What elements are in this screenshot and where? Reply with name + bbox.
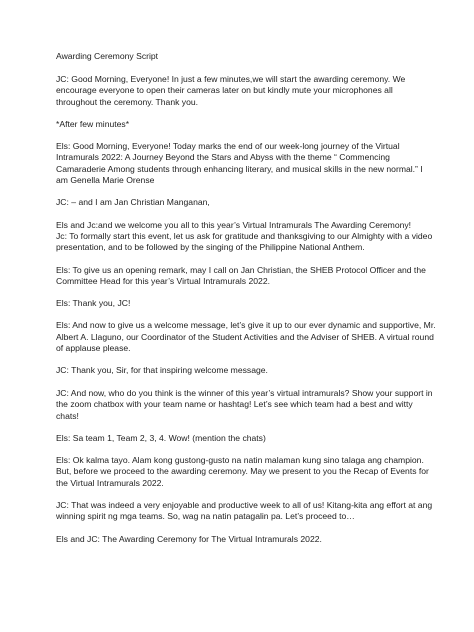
paragraph-team-chats: Els: Sa team 1, Team 2, 3, 4. Wow! (mention the chats) [56, 432, 266, 443]
paragraph-opening-remark: Els: To give us an opening remark, may I call on Jan Christian, the SHEB Protocol Officer and the Committee Head for this year’s Virtual Intramurals 2022. [56, 264, 426, 287]
paragraph-jc-intro: JC: – and I am Jan Christian Manganan, [56, 197, 210, 208]
paragraph-closing: Els and JC: The Awarding Ceremony for The Virtual Intramurals 2022. [56, 533, 322, 544]
paragraph-els-greeting: Els: Good Morning, Everyone! Today marks the end of our week-long journey of the Virtual Intramurals 2022: A Journey Beyond the Stars and Abyss with the theme “ Commencing Camaraderie Among students through enhancing literary, and musical skills in the new normal.” I am Genella Marie Orense [56, 141, 423, 186]
paragraph-jc-thanks-sir: JC: Thank you, Sir, for that inspiring welcome message. [56, 365, 268, 376]
paragraph-jc-greeting: JC: Good Morning, Everyone! In just a few minutes,we will start the awarding ceremony. We encourage everyone to open their cameras later on but kindly mute your microphones all throughout the ceremony. Thank you. [56, 73, 406, 107]
paragraph-stage-direction: *After few minutes* [56, 118, 130, 129]
paragraph-els-thanks: Els: Thank you, JC! [56, 298, 131, 309]
paragraph-recap: Els: Ok kalma tayo. Alam kong gustong-gusto na natin malaman kung sino talaga ang champion. But, before we proceed to the awarding ceremony. May we present to you the Recap of Events for the Virtual Intramurals 2022. [56, 454, 429, 488]
paragraph-welcome-and-prayer: Els and Jc:and we welcome you all to this year’s Virtual Intramurals The Awarding Ceremony! Jc: To formally start this event, let us ask for gratitude and thanksgiving to our Almighty with a video presentation, and to be followed by the singing of the Philippine National Anthem. [56, 219, 433, 253]
paragraph-enjoyable-week: JC: That was indeed a very enjoyable and productive week to all of us! Kitang-kita ang effort at ang winning spirit ng mga teams. So, wag na natin patagalin pa. Let’s proceed to… [56, 499, 433, 522]
paragraph-winner-question: JC: And now, who do you think is the winner of this year’s virtual intramurals? Show your support in the zoom chatbox with your team name or hashtag! Let’s see which team had a best and witty chats! [56, 387, 433, 421]
script-body [56, 51, 436, 556]
document-title: Awarding Ceremony Script [56, 51, 159, 61]
paragraph-welcome-message: Els: And now to give us a welcome message, let’s give it up to our ever dynamic and supportive, Mr. Albert A. Llaguno, our Coordinator of the Student Activities and the Adviser of SHEB. A virtual round of applause please. [56, 320, 436, 354]
